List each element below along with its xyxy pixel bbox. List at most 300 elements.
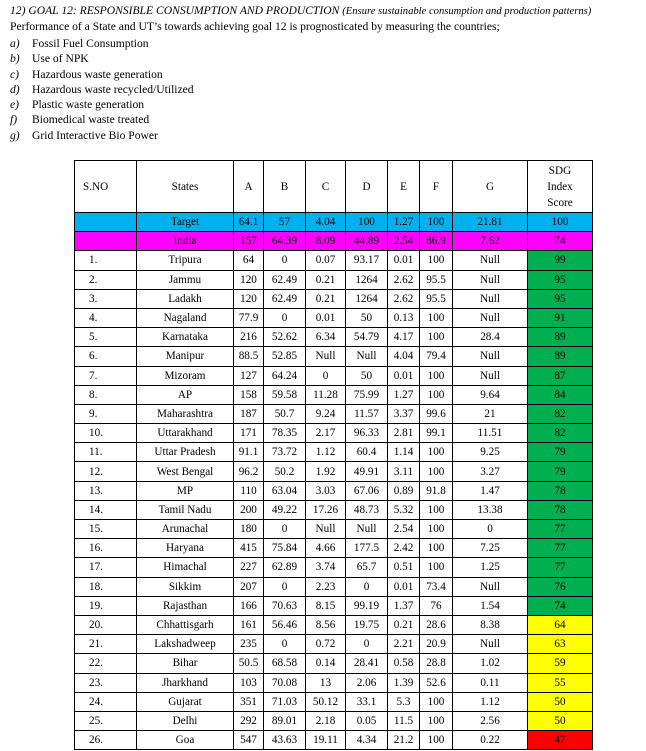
cell-state: Lakshadweep (137, 635, 234, 654)
cell-e: 4.17 (388, 328, 420, 347)
cell-d: Null (346, 520, 388, 539)
cell-f: 100 (420, 251, 453, 270)
cell-a: 120 (234, 289, 264, 308)
cell-sno: 1. (75, 251, 137, 270)
cell-c: 13 (306, 673, 346, 692)
table-row (75, 635, 593, 654)
header-a: A (234, 161, 264, 213)
cell-g: Null (453, 347, 528, 366)
cell-state: Mizoram (137, 366, 234, 385)
cell-d: 28.41 (346, 654, 388, 673)
table-row (75, 558, 593, 577)
cell-e: 3.37 (388, 404, 420, 423)
cell-state: Sikkim (137, 577, 234, 596)
cell-c: 50.12 (306, 692, 346, 711)
cell-score: 79 (528, 462, 593, 481)
cell-f: 86.9 (420, 232, 453, 251)
table-row (75, 481, 593, 500)
cell-g: 21.81 (453, 213, 528, 232)
cell-b: 75.84 (264, 539, 306, 558)
cell-c: 6.34 (306, 328, 346, 347)
cell-c: 1.92 (306, 462, 346, 481)
cell-e: 21.2 (388, 731, 420, 750)
cell-state: India (137, 232, 234, 251)
header-d: D (346, 161, 388, 213)
cell-c: 3.74 (306, 558, 346, 577)
cell-a: 88.5 (234, 347, 264, 366)
table-row (75, 462, 593, 481)
cell-a: 171 (234, 424, 264, 443)
cell-score: 76 (528, 577, 593, 596)
cell-sno: 9. (75, 404, 137, 423)
cell-a: 91.1 (234, 443, 264, 462)
indicator-text: Plastic waste generation (32, 98, 145, 112)
table-row (75, 615, 593, 634)
cell-e: 0.01 (388, 366, 420, 385)
cell-g: 21 (453, 404, 528, 423)
cell-state: Maharashtra (137, 404, 234, 423)
cell-c: 0.21 (306, 270, 346, 289)
cell-d: 99.19 (346, 596, 388, 615)
table-row (75, 673, 593, 692)
cell-a: 64.1 (234, 213, 264, 232)
cell-e: 0.58 (388, 654, 420, 673)
indicator-letter: a) (10, 37, 20, 50)
cell-f: 100 (420, 366, 453, 385)
cell-d: 1264 (346, 270, 388, 289)
cell-c: 2.17 (306, 424, 346, 443)
cell-b: 62.49 (264, 289, 306, 308)
cell-sno: 24. (75, 692, 137, 711)
cell-sno: 21. (75, 635, 137, 654)
indicator-item (10, 51, 194, 66)
cell-c: 9.24 (306, 404, 346, 423)
cell-g: 2.56 (453, 711, 528, 730)
cell-a: 157 (234, 232, 264, 251)
cell-c: 8.09 (306, 232, 346, 251)
cell-score: 89 (528, 347, 593, 366)
cell-sno: 22. (75, 654, 137, 673)
cell-g: 1.47 (453, 481, 528, 500)
cell-e: 1.37 (388, 596, 420, 615)
cell-state: Uttarakhand (137, 424, 234, 443)
cell-c: Null (306, 347, 346, 366)
cell-e: 2.54 (388, 520, 420, 539)
cell-g: Null (453, 635, 528, 654)
cell-e: 2.62 (388, 289, 420, 308)
cell-c: 2.23 (306, 577, 346, 596)
table-row (75, 366, 593, 385)
header-e: E (388, 161, 420, 213)
cell-a: 200 (234, 500, 264, 519)
table-row (75, 289, 593, 308)
cell-c: 0.21 (306, 289, 346, 308)
cell-g: 1.12 (453, 692, 528, 711)
cell-g: 0 (453, 520, 528, 539)
cell-e: 3.11 (388, 462, 420, 481)
cell-sno (75, 213, 137, 232)
cell-sno: 20. (75, 615, 137, 634)
goal-heading (10, 4, 591, 17)
cell-score: 100 (528, 213, 593, 232)
cell-state: Gujarat (137, 692, 234, 711)
cell-e: 1.39 (388, 673, 420, 692)
cell-a: 64 (234, 251, 264, 270)
cell-e: 2.42 (388, 539, 420, 558)
cell-d: 54.79 (346, 328, 388, 347)
cell-e: 5.3 (388, 692, 420, 711)
table-row (75, 404, 593, 423)
cell-f: 100 (420, 520, 453, 539)
cell-g: 0.22 (453, 731, 528, 750)
cell-g: 7.25 (453, 539, 528, 558)
cell-f: 20.9 (420, 635, 453, 654)
cell-sno: 17. (75, 558, 137, 577)
indicator-text: Fossil Fuel Consumption (32, 37, 149, 50)
cell-c: 11.28 (306, 385, 346, 404)
cell-g: 7.62 (453, 232, 528, 251)
cell-c: 0.72 (306, 635, 346, 654)
cell-state: Rajasthan (137, 596, 234, 615)
table-header-row (75, 161, 593, 213)
cell-g: 0.11 (453, 673, 528, 692)
cell-score: 59 (528, 654, 593, 673)
cell-b: 71.03 (264, 692, 306, 711)
cell-b: 52.85 (264, 347, 306, 366)
cell-b: 52.62 (264, 328, 306, 347)
cell-state: Uttar Pradesh (137, 443, 234, 462)
cell-score: 87 (528, 366, 593, 385)
cell-a: 110 (234, 481, 264, 500)
cell-c: 0.14 (306, 654, 346, 673)
cell-c: 8.56 (306, 615, 346, 634)
indicator-item (10, 82, 194, 97)
cell-sno: 3. (75, 289, 137, 308)
indicator-letter: f) (10, 113, 18, 127)
table-row (75, 424, 593, 443)
cell-a: 120 (234, 270, 264, 289)
cell-sno: 7. (75, 366, 137, 385)
cell-b: 56.46 (264, 615, 306, 634)
cell-a: 187 (234, 404, 264, 423)
table-row (75, 731, 593, 750)
cell-d: 19.75 (346, 615, 388, 634)
indicator-text: Use of NPK (32, 52, 89, 66)
table-row (75, 385, 593, 404)
cell-a: 207 (234, 577, 264, 596)
cell-state: Target (137, 213, 234, 232)
cell-d: 96.33 (346, 424, 388, 443)
india-row (75, 232, 593, 251)
cell-c: 17.26 (306, 500, 346, 519)
cell-score: 99 (528, 251, 593, 270)
indicator-item (10, 112, 194, 127)
table-row (75, 654, 593, 673)
cell-score: 77 (528, 539, 593, 558)
cell-e: 2.81 (388, 424, 420, 443)
cell-c: 19.11 (306, 731, 346, 750)
cell-a: 158 (234, 385, 264, 404)
cell-score: 95 (528, 270, 593, 289)
indicator-letter: d) (10, 82, 20, 96)
cell-a: 235 (234, 635, 264, 654)
cell-score: 50 (528, 711, 593, 730)
cell-g: 11.51 (453, 424, 528, 443)
goal-title: 12) GOAL 12: RESPONSIBLE CONSUMPTION AND PRODUCTION (10, 4, 340, 17)
cell-state: Manipur (137, 347, 234, 366)
cell-a: 161 (234, 615, 264, 634)
cell-b: 70.63 (264, 596, 306, 615)
table-row (75, 692, 593, 711)
table-row (75, 270, 593, 289)
cell-c: 1.12 (306, 443, 346, 462)
cell-f: 91.8 (420, 481, 453, 500)
cell-f: 100 (420, 558, 453, 577)
cell-f: 28.6 (420, 615, 453, 634)
cell-g: 1.02 (453, 654, 528, 673)
header-f: F (420, 161, 453, 213)
cell-d: 44.89 (346, 232, 388, 251)
cell-a: 180 (234, 520, 264, 539)
cell-g: 1.54 (453, 596, 528, 615)
cell-sno: 25. (75, 711, 137, 730)
table-row (75, 328, 593, 347)
cell-state: Nagaland (137, 308, 234, 327)
cell-f: 100 (420, 539, 453, 558)
cell-state: Ladakh (137, 289, 234, 308)
table-row (75, 443, 593, 462)
cell-score: 47 (528, 731, 593, 750)
cell-a: 103 (234, 673, 264, 692)
cell-f: 76 (420, 596, 453, 615)
cell-e: 0.01 (388, 577, 420, 596)
cell-d: 0 (346, 577, 388, 596)
cell-g: 9.25 (453, 443, 528, 462)
cell-b: 50.2 (264, 462, 306, 481)
cell-state: Tripura (137, 251, 234, 270)
sdg-index-table (74, 160, 593, 750)
cell-a: 50.5 (234, 654, 264, 673)
cell-sno: 4. (75, 308, 137, 327)
cell-sno: 19. (75, 596, 137, 615)
indicator-text: Hazardous waste generation (32, 67, 163, 81)
cell-b: 70.08 (264, 673, 306, 692)
cell-g: 28.4 (453, 328, 528, 347)
cell-e: 0.01 (388, 251, 420, 270)
table-row (75, 500, 593, 519)
cell-state: Bihar (137, 654, 234, 673)
cell-sno: 15. (75, 520, 137, 539)
cell-d: 50 (346, 308, 388, 327)
indicator-item (10, 128, 194, 143)
cell-d: 100 (346, 213, 388, 232)
cell-score: 77 (528, 558, 593, 577)
table-row (75, 711, 593, 730)
cell-sno: 14. (75, 500, 137, 519)
cell-a: 77.9 (234, 308, 264, 327)
cell-g: 8.38 (453, 615, 528, 634)
cell-state: Haryana (137, 539, 234, 558)
cell-e: 2.54 (388, 232, 420, 251)
cell-b: 89.01 (264, 711, 306, 730)
cell-d: 177.5 (346, 539, 388, 558)
cell-g: Null (453, 270, 528, 289)
cell-state: Tamil Nadu (137, 500, 234, 519)
cell-f: 28.8 (420, 654, 453, 673)
cell-f: 100 (420, 385, 453, 404)
cell-b: 0 (264, 308, 306, 327)
cell-b: 59.58 (264, 385, 306, 404)
cell-score: 55 (528, 673, 593, 692)
cell-score: 89 (528, 328, 593, 347)
cell-f: 100 (420, 711, 453, 730)
cell-c: 0 (306, 366, 346, 385)
cell-f: 79.4 (420, 347, 453, 366)
cell-state: West Bengal (137, 462, 234, 481)
cell-score: 78 (528, 500, 593, 519)
cell-score: 82 (528, 404, 593, 423)
header-sno: S.NO (75, 161, 137, 213)
cell-sno: 13. (75, 481, 137, 500)
cell-f: 100 (420, 692, 453, 711)
cell-g: Null (453, 289, 528, 308)
cell-sno: 23. (75, 673, 137, 692)
cell-b: 64.39 (264, 232, 306, 251)
cell-b: 50.7 (264, 404, 306, 423)
cell-d: 48.73 (346, 500, 388, 519)
cell-c: 0.07 (306, 251, 346, 270)
cell-sno: 16. (75, 539, 137, 558)
cell-score: 82 (528, 424, 593, 443)
cell-b: 62.89 (264, 558, 306, 577)
intro-text: Performance of a State and UT’s towards achieving goal 12 is prognosticated by measuring the countries; (10, 20, 500, 33)
cell-g: Null (453, 366, 528, 385)
cell-sno: 10. (75, 424, 137, 443)
cell-g: Null (453, 251, 528, 270)
cell-f: 100 (420, 328, 453, 347)
cell-b: 64.24 (264, 366, 306, 385)
header-sdg-index-score: SDG Index Score (528, 161, 593, 213)
cell-sno: 26. (75, 731, 137, 750)
cell-g: Null (453, 308, 528, 327)
cell-b: 0 (264, 520, 306, 539)
cell-state: Chhattisgarh (137, 615, 234, 634)
cell-e: 11.5 (388, 711, 420, 730)
cell-d: 0.05 (346, 711, 388, 730)
cell-g: 1.25 (453, 558, 528, 577)
cell-d: 0 (346, 635, 388, 654)
table-row (75, 539, 593, 558)
cell-score: 64 (528, 615, 593, 634)
cell-b: 73.72 (264, 443, 306, 462)
cell-sno: 6. (75, 347, 137, 366)
cell-f: 52.6 (420, 673, 453, 692)
cell-score: 84 (528, 385, 593, 404)
cell-state: Himachal (137, 558, 234, 577)
cell-state: Delhi (137, 711, 234, 730)
cell-f: 100 (420, 213, 453, 232)
cell-e: 0.89 (388, 481, 420, 500)
cell-sno: 8. (75, 385, 137, 404)
indicator-letter: g) (10, 128, 20, 142)
cell-f: 95.5 (420, 289, 453, 308)
indicator-list (10, 36, 194, 143)
cell-e: 2.21 (388, 635, 420, 654)
cell-d: 11.57 (346, 404, 388, 423)
cell-state: Jharkhand (137, 673, 234, 692)
cell-f: 100 (420, 443, 453, 462)
goal-subtitle: (Ensure sustainable consumption and production patterns) (342, 6, 592, 17)
cell-d: 1264 (346, 289, 388, 308)
cell-d: 65.7 (346, 558, 388, 577)
table-row (75, 347, 593, 366)
cell-c: 3.03 (306, 481, 346, 500)
cell-d: Null (346, 347, 388, 366)
cell-sno: 5. (75, 328, 137, 347)
cell-b: 43.63 (264, 731, 306, 750)
table-row (75, 596, 593, 615)
indicator-letter: b) (10, 52, 20, 66)
cell-a: 216 (234, 328, 264, 347)
cell-sno: 11. (75, 443, 137, 462)
cell-a: 351 (234, 692, 264, 711)
cell-b: 68.58 (264, 654, 306, 673)
cell-c: 0.01 (306, 308, 346, 327)
cell-f: 99.1 (420, 424, 453, 443)
indicator-text: Hazardous waste recycled/Utilized (32, 82, 194, 96)
indicator-item (10, 67, 194, 82)
cell-b: 62.49 (264, 270, 306, 289)
cell-g: 13.38 (453, 500, 528, 519)
indicator-letter: c) (10, 67, 20, 81)
indicator-item (10, 36, 194, 51)
cell-score: 91 (528, 308, 593, 327)
cell-d: 49.91 (346, 462, 388, 481)
cell-e: 1.27 (388, 213, 420, 232)
cell-f: 100 (420, 731, 453, 750)
cell-score: 95 (528, 289, 593, 308)
indicator-text: Biomedical waste treated (32, 113, 150, 127)
cell-b: 63.04 (264, 481, 306, 500)
cell-e: 0.13 (388, 308, 420, 327)
indicator-item (10, 97, 194, 112)
indicator-letter: e) (10, 98, 20, 112)
cell-f: 73.4 (420, 577, 453, 596)
cell-a: 292 (234, 711, 264, 730)
cell-d: 60.4 (346, 443, 388, 462)
cell-sno: 12. (75, 462, 137, 481)
cell-b: 78.35 (264, 424, 306, 443)
table-body (75, 213, 593, 750)
cell-c: 2.18 (306, 711, 346, 730)
cell-d: 2.06 (346, 673, 388, 692)
cell-a: 166 (234, 596, 264, 615)
cell-c: Null (306, 520, 346, 539)
cell-sno: 18. (75, 577, 137, 596)
cell-a: 96.2 (234, 462, 264, 481)
header-c: C (306, 161, 346, 213)
cell-d: 93.17 (346, 251, 388, 270)
cell-d: 33.1 (346, 692, 388, 711)
cell-f: 100 (420, 500, 453, 519)
table-row (75, 308, 593, 327)
cell-d: 4.34 (346, 731, 388, 750)
cell-d: 67.06 (346, 481, 388, 500)
cell-c: 8.15 (306, 596, 346, 615)
cell-a: 547 (234, 731, 264, 750)
table-row (75, 577, 593, 596)
cell-c: 4.66 (306, 539, 346, 558)
